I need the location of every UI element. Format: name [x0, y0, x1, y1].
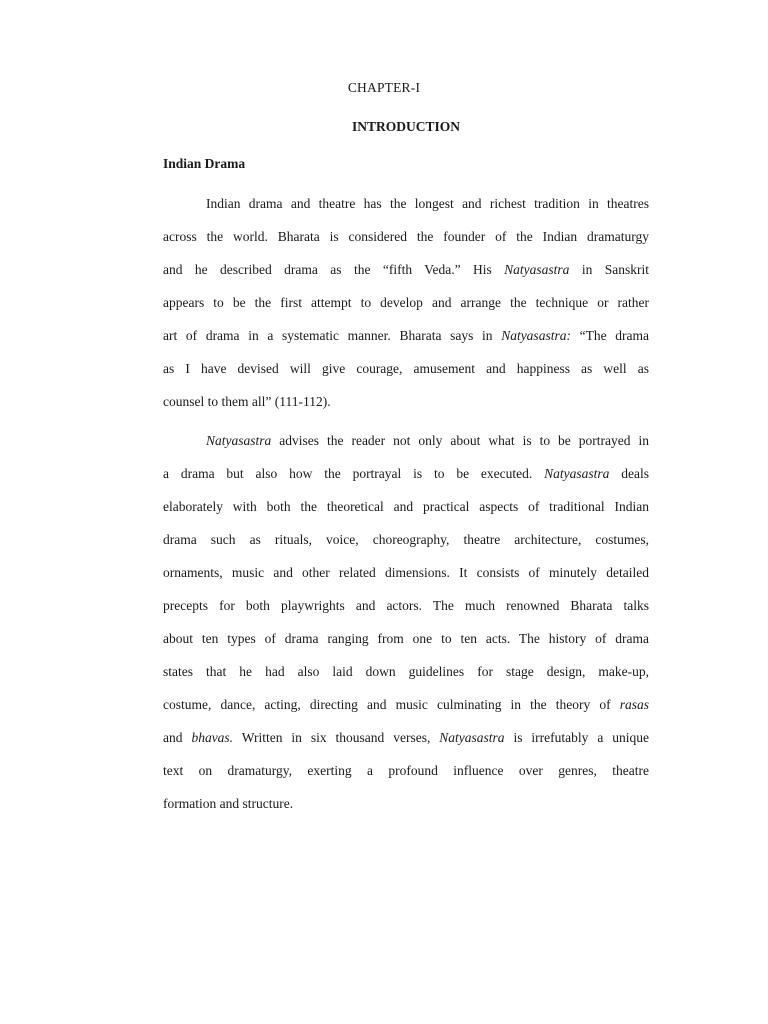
text-line	[163, 523, 649, 556]
text-run: across the world. Bharata is considered the founder of the Indian dramaturgy	[163, 229, 649, 244]
text-run: advises the reader not only about what is to be portrayed in	[271, 433, 649, 448]
text-line	[163, 655, 649, 688]
page-title: INTRODUCTION	[351, 119, 460, 134]
text-run: deals	[609, 466, 649, 481]
text-run: elaborately with both the theoretical and practical aspects of traditional Indian	[163, 499, 649, 514]
paragraph	[163, 424, 649, 820]
text-line	[163, 721, 649, 754]
text-run: counsel to them all” (111-112).	[163, 394, 331, 409]
text-run: appears to be the first attempt to develop and arrange the technique or rather	[163, 295, 649, 310]
text-run: as I have devised will give courage, amusement and happiness as well as	[163, 361, 649, 376]
italic-term: Natyasastra	[504, 262, 570, 277]
text-line	[163, 352, 649, 385]
text-run: states that he had also laid down guidelines for stage design, make-up,	[163, 664, 649, 679]
text-line	[163, 220, 649, 253]
italic-term: Natyasastra:	[501, 328, 571, 343]
text-run: a drama but also how the portrayal is to be executed.	[163, 466, 545, 481]
paragraph	[163, 187, 649, 418]
text-line	[163, 589, 649, 622]
italic-term: Natyasastra	[206, 433, 272, 448]
section-heading: Indian Drama	[163, 156, 246, 171]
text-run: about ten types of drama ranging from one to ten acts. The history of drama	[163, 631, 649, 646]
italic-term: Natyasastra	[544, 466, 610, 481]
text-line	[163, 490, 649, 523]
text-line	[163, 424, 649, 457]
text-run: drama such as rituals, voice, choreography, theatre architecture, costumes,	[163, 532, 649, 547]
text-line	[163, 688, 649, 721]
text-run: text on dramaturgy, exerting a profound influence over genres, theatre	[163, 763, 649, 778]
text-run: precepts for both playwrights and actors. The much renowned Bharata talks	[163, 598, 649, 613]
text-run: “The drama	[570, 328, 649, 343]
text-run: Indian drama and theatre has the longest and richest tradition in theatres	[206, 196, 649, 211]
text-run: Written in six thousand verses,	[233, 730, 440, 745]
text-line	[163, 556, 649, 589]
text-line	[163, 622, 649, 655]
italic-term: bhavas.	[191, 730, 234, 745]
text-line	[163, 457, 649, 490]
italic-term: Natyasastra	[439, 730, 505, 745]
text-line	[163, 754, 649, 787]
text-line	[163, 187, 649, 220]
text-line	[163, 787, 649, 820]
text-line	[163, 319, 649, 352]
text-line	[163, 253, 649, 286]
italic-term: rasas	[619, 697, 649, 712]
text-run: ornaments, music and other related dimensions. It consists of minutely detailed	[163, 565, 649, 580]
text-run: and he described drama as the “fifth Veda.” His	[163, 262, 505, 277]
text-run: art of drama in a systematic manner. Bharata says in	[163, 328, 502, 343]
chapter-label: CHAPTER-I	[347, 80, 421, 95]
text-run: and	[163, 730, 192, 745]
text-line	[163, 286, 649, 319]
text-line	[163, 385, 649, 418]
text-run: in Sanskrit	[569, 262, 649, 277]
text-run: formation and structure.	[163, 796, 294, 811]
text-run: is irrefutably a unique	[504, 730, 649, 745]
text-run: costume, dance, acting, directing and music culminating in the theory of	[163, 697, 620, 712]
